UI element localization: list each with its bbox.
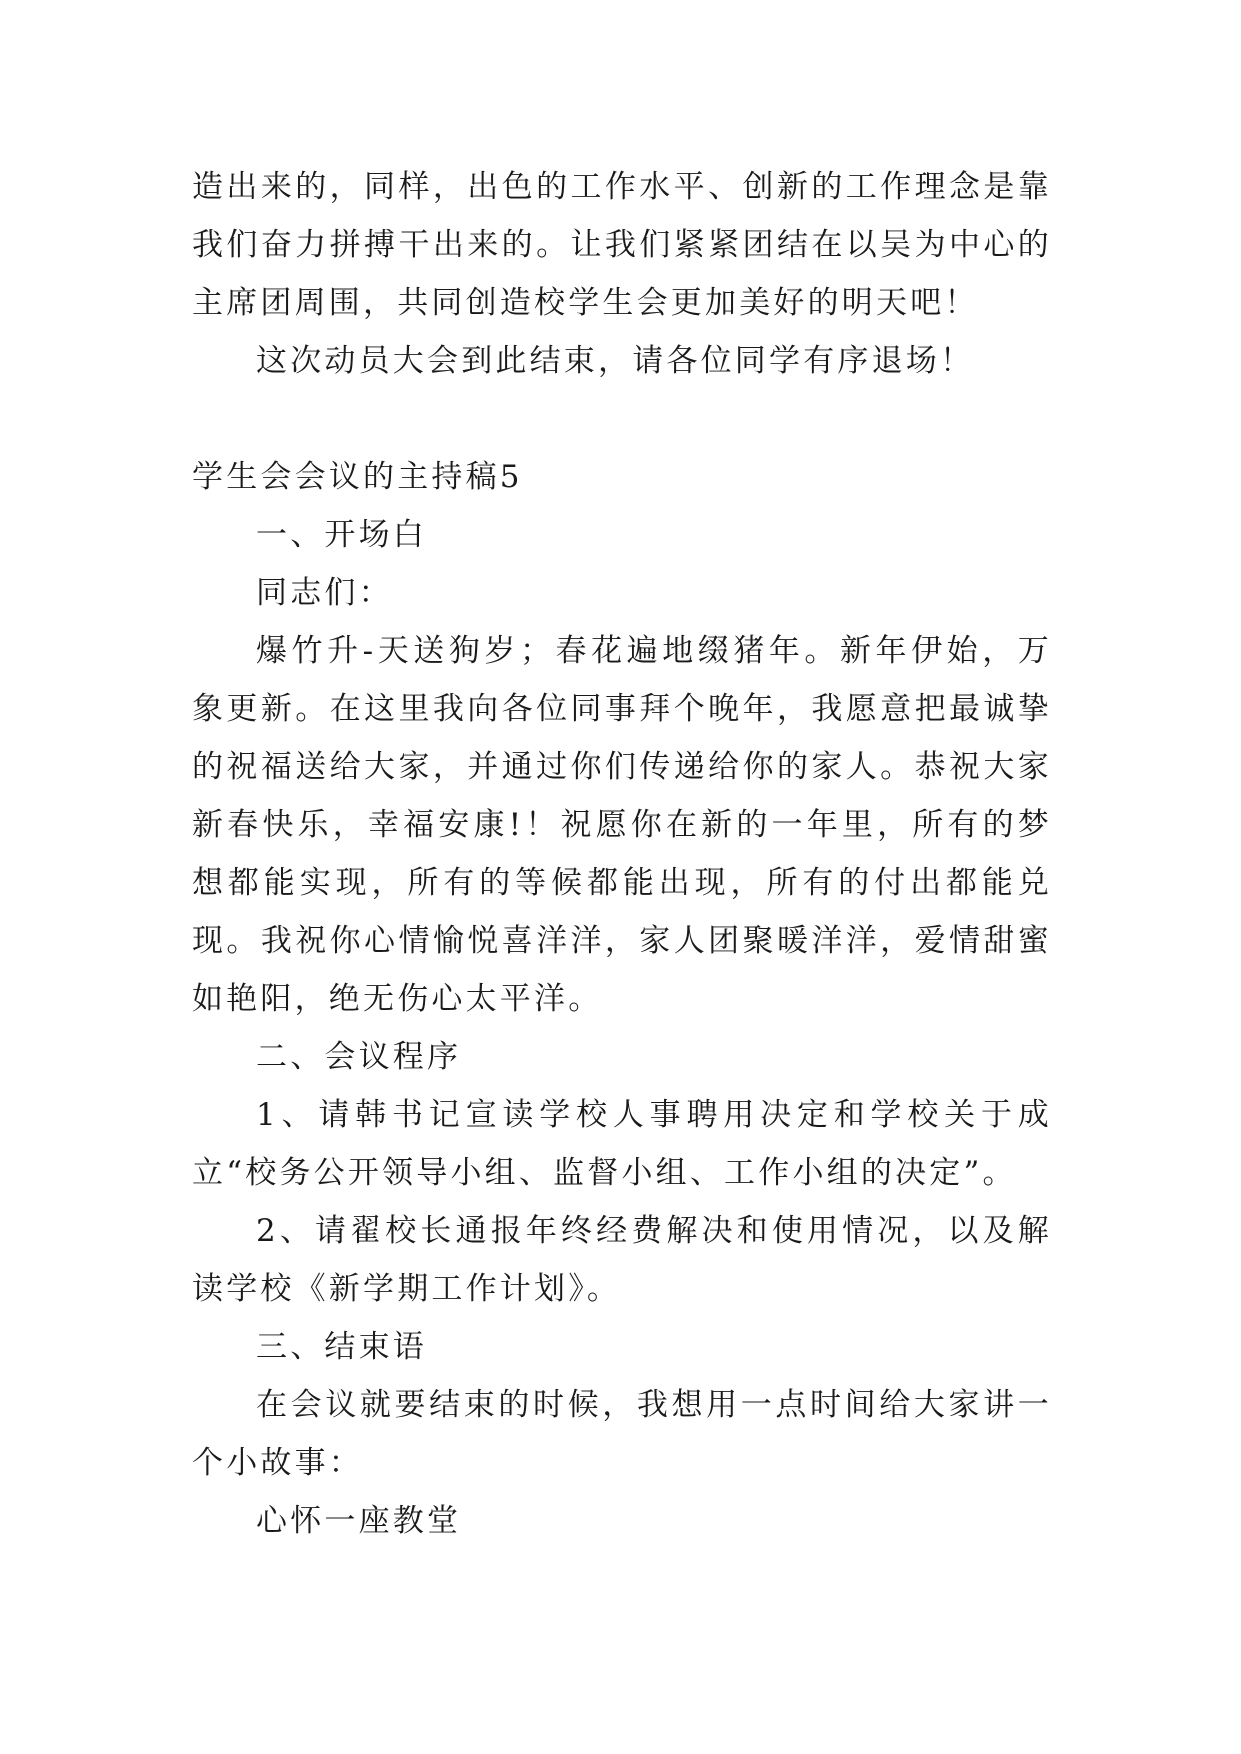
agenda-item-1: 1、请韩书记宣读学校人事聘用决定和学校关于成立“校务公开领导小组、监督小组、工作小组的决定”。 bbox=[192, 1097, 1052, 1191]
section-title: 学生会会议的主持稿5 bbox=[192, 459, 523, 495]
heading-closing: 三、结束语 bbox=[256, 1329, 427, 1365]
heading-agenda: 二、会议程序 bbox=[256, 1039, 462, 1075]
body-paragraph: 爆竹升-天送狗岁；春花遍地缀猪年。新年伊始，万象更新。在这里我向各位同事拜个晚年，我愿意把最诚挚的祝福送给大家，并通过你们传递给你的家人。恭祝大家新春快乐，幸福安康!！祝愿你在新的一年里，所有的梦想都能实现，所有的等候都能出现，所有的付出都能兑现。我祝你心情愉悦喜洋洋，家人团聚暖洋洋，爱情甜蜜如艳阳，绝无伤心太平洋。 bbox=[192, 633, 1052, 1017]
body-paragraph: 造出来的，同样，出色的工作水平、创新的工作理念是靠我们奋力拼搏干出来的。让我们紧紧团结在以吴为中心的主席团周围，共同创造校学生会更加美好的明天吧！ bbox=[192, 169, 1052, 321]
closing-announcement: 这次动员大会到此结束，请各位同学有序退场！ bbox=[256, 343, 975, 379]
document-page bbox=[192, 158, 1052, 1550]
agenda-item-2: 2、请翟校长通报年终经费解决和使用情况，以及解读学校《新学期工作计划》。 bbox=[192, 1213, 1052, 1307]
body-paragraph: 在会议就要结束的时候，我想用一点时间给大家讲一个小故事： bbox=[192, 1387, 1052, 1481]
salutation: 同志们： bbox=[256, 575, 393, 611]
story-title: 心怀一座教堂 bbox=[256, 1503, 462, 1539]
heading-opening: 一、开场白 bbox=[256, 517, 427, 553]
